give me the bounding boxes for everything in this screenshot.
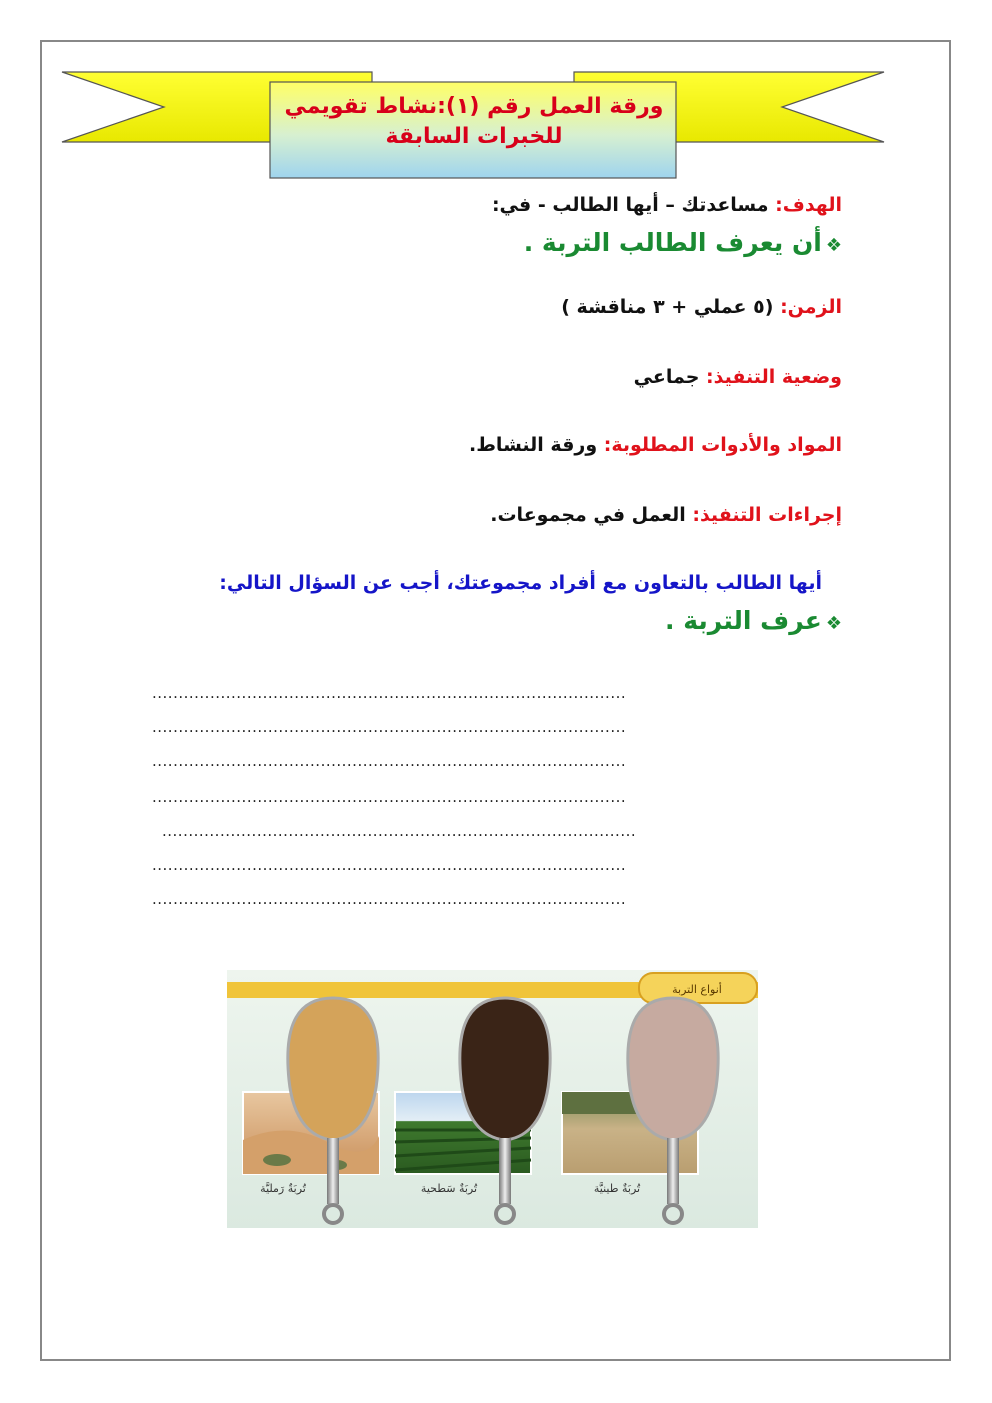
answer-line-6[interactable]: .......................................................................................... <box>152 856 627 874</box>
mode-line <box>634 366 842 388</box>
answer-line-3[interactable]: .......................................................................................... <box>152 752 627 770</box>
time-label: الزمن: <box>780 296 842 318</box>
question-text: عرف التربة . <box>665 606 822 635</box>
caption-clay-soil: تُربَةٌ طينيَّة <box>593 1182 641 1195</box>
procedure-label: إجراءات التنفيذ: <box>692 504 842 526</box>
answer-line-7[interactable]: .......................................................................................... <box>152 890 627 908</box>
banner-title <box>270 86 678 178</box>
time-text: (٥ عملي + ٣ مناقشة ) <box>561 296 781 318</box>
soil-types-figure <box>227 970 758 1228</box>
question <box>665 606 842 635</box>
answer-line-5[interactable]: .......................................................................................... <box>162 822 637 840</box>
goal-line <box>492 194 842 216</box>
answer-line-2[interactable]: .......................................................................................... <box>152 718 627 736</box>
materials-label: المواد والأدوات المطلوبة: <box>603 434 842 456</box>
materials-line <box>469 434 842 456</box>
materials-text: ورقة النشاط. <box>468 434 604 456</box>
goal-label: الهدف: <box>775 194 842 216</box>
caption-sandy-soil: تُربَةٌ رَمليَّة <box>260 1182 306 1195</box>
procedure-text: العمل في مجموعات. <box>490 504 693 526</box>
goal-bullet <box>524 228 842 257</box>
goal-bullet-text: أن يعرف الطالب التربة . <box>523 228 822 257</box>
answer-line-4[interactable]: .......................................................................................... <box>152 788 627 806</box>
mode-text: جماعي <box>633 366 707 388</box>
goal-text: مساعدتك – أيها الطالب - في: <box>491 194 776 216</box>
diamond-bullet-icon: ❖ <box>825 613 842 634</box>
figure-header: أنواع التربة <box>672 983 722 996</box>
procedure-line <box>490 504 842 526</box>
diamond-bullet-icon: ❖ <box>825 235 842 256</box>
instruction-text: أيها الطالب بالتعاون مع أفراد مجموعتك، أجب عن السؤال التالي: <box>219 572 822 594</box>
time-line <box>561 296 842 318</box>
answer-line-1[interactable]: .......................................................................................... <box>152 684 627 702</box>
mode-label: وضعية التنفيذ: <box>706 366 842 388</box>
banner-title-line2: للخبرات السابقة <box>385 124 563 149</box>
banner-title-line1: ورقة العمل رقم (١):نشاط تقويمي <box>284 94 664 119</box>
caption-surface-soil: تُربَةٌ سَطحية <box>420 1182 478 1195</box>
